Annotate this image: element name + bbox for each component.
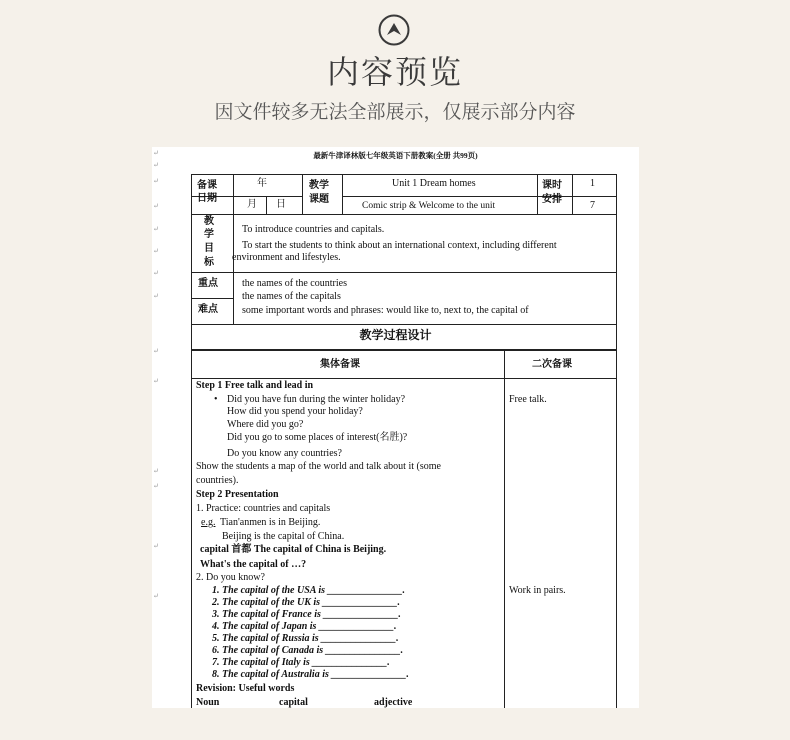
show-line-2: countries). [196, 475, 239, 486]
question-2: How did you spend your holiday? [227, 406, 363, 417]
day-label: 日 [276, 199, 286, 210]
hours-value-1: 1 [590, 178, 595, 189]
col-second-prep: 二次备课 [532, 359, 572, 370]
practice-line: 1. Practice: countries and capitals [196, 503, 331, 514]
difficult-label: 难点 [198, 304, 218, 315]
hours-value-2: 7 [590, 200, 595, 211]
topic-label: 教学 [309, 180, 329, 191]
question-1: Did you have fun during the winter holiday? [227, 394, 406, 405]
capital-question: 5. The capital of Russia is _______________. [212, 633, 399, 644]
capital-question: 6. The capital of Canada is _______________. [212, 645, 404, 656]
process-title: 教学过程设计 [359, 328, 432, 342]
capital-line: capital 首都 The capital of China is Beijing. [200, 544, 387, 555]
capital-question: 3. The capital of France is _______________. [212, 609, 401, 620]
capital-question: 1. The capital of the USA is _______________. [212, 585, 406, 596]
key-label: 重点 [198, 278, 218, 289]
bullet-icon: • [214, 394, 218, 405]
note-free-talk: Free talk. [509, 394, 547, 405]
col-noun: Noun [196, 697, 220, 708]
month-label: 月 [247, 199, 257, 210]
aims-2a: To start the students to think about an international context, including different [242, 240, 557, 251]
capital-question: 2. The capital of the UK is _______________. [212, 597, 401, 608]
eg-label: e.g. [201, 517, 216, 528]
unit-title: Unit 1 Dream homes [392, 178, 476, 189]
col-adjective: adjective [374, 697, 413, 708]
page-title: 内容预览 [326, 53, 463, 91]
aims-label-1: 教 [204, 216, 214, 227]
topic-label-2: 课题 [309, 194, 329, 205]
question-5: Do you know any countries? [227, 448, 342, 459]
prep-date-label: 备课 [197, 180, 217, 191]
note-work-in-pairs: Work in pairs. [509, 585, 566, 596]
question-3: Where did you go? [227, 419, 304, 430]
capital-question: 8. The capital of Australia is _______________. [212, 669, 409, 680]
page-subtitle: 因文件较多无法全部展示，仅展示部分内容 [214, 101, 576, 123]
col-capital: capital [279, 697, 308, 708]
hours-label: 课时 [542, 180, 562, 191]
hours-label-2: 安排 [542, 194, 562, 205]
year-label: 年 [257, 178, 267, 189]
capital-question: 4. The capital of Japan is _______________. [212, 621, 397, 632]
question-4: Did you go to some places of interest(名胜)? [227, 432, 408, 443]
capital-question: 7. The capital of Italy is _______________. [212, 657, 390, 668]
revision-heading: Revision: Useful words [196, 683, 295, 694]
show-line-1: Show the students a map of the world and talk about it (some [196, 461, 441, 472]
document-preview [152, 147, 639, 708]
key-2: the names of the capitals [242, 291, 341, 302]
aims-1: To introduce countries and capitals. [242, 224, 385, 235]
step1-heading: Step 1 Free talk and lead in [196, 380, 314, 391]
step2-heading: Step 2 Presentation [196, 489, 279, 500]
do-you-know: 2. Do you know? [196, 572, 265, 583]
document-title: 最新牛津译林版七年级英语下册教案(全册 共99页) [313, 151, 478, 160]
eg-line-2: Beijing is the capital of China. [222, 531, 345, 542]
key-3: some important words and phrases: would like to, next to, the capital of [242, 305, 529, 316]
col-collective-prep: 集体备课 [320, 359, 360, 370]
chevron-up-circle-icon [378, 14, 410, 46]
aims-2b: environment and lifestyles. [232, 252, 341, 263]
aims-label-3: 目 [204, 243, 214, 254]
aims-label-4: 标 [204, 257, 214, 268]
aims-label-2: 学 [204, 229, 214, 240]
lesson-title: Comic strip & Welcome to the unit [362, 201, 496, 211]
key-1: the names of the countries [242, 278, 347, 289]
prep-date-label-2: 日期 [197, 193, 217, 204]
whats-line: What's the capital of …? [200, 559, 307, 570]
margin-marks: ↵ ↵ ↵ ↵ ↵ ↵ ↵ ↵ ↵ ↵ ↵ ↵ ↵ ↵ [153, 149, 159, 600]
eg-text: Tian'anmen is in Beijing. [220, 517, 321, 528]
